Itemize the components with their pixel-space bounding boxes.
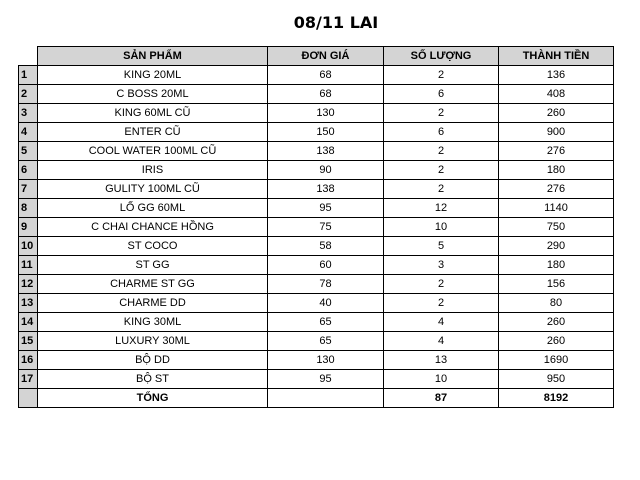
amount-cell: 1690 bbox=[499, 351, 614, 370]
row-index: 1 bbox=[19, 66, 38, 85]
table-row bbox=[19, 123, 614, 142]
table-row bbox=[19, 180, 614, 199]
quantity-cell: 4 bbox=[384, 313, 499, 332]
table-row bbox=[19, 332, 614, 351]
table-row bbox=[19, 199, 614, 218]
product-name-cell: ST COCO bbox=[38, 237, 268, 256]
table-row bbox=[19, 313, 614, 332]
product-name-cell: BỘ DD bbox=[38, 351, 268, 370]
amount-cell: 276 bbox=[499, 142, 614, 161]
row-index: 4 bbox=[19, 123, 38, 142]
amount-cell: 180 bbox=[499, 256, 614, 275]
quantity-cell: 2 bbox=[384, 275, 499, 294]
product-name-cell: LỐ GG 60ML bbox=[38, 199, 268, 218]
product-name-cell: ENTER CŨ bbox=[38, 123, 268, 142]
header-row bbox=[19, 47, 614, 66]
quantity-cell: 4 bbox=[384, 332, 499, 351]
amount-cell: 136 bbox=[499, 66, 614, 85]
table-row bbox=[19, 161, 614, 180]
unit-price-cell: 68 bbox=[268, 85, 384, 104]
amount-cell: 260 bbox=[499, 332, 614, 351]
table-row bbox=[19, 370, 614, 389]
row-index: 8 bbox=[19, 199, 38, 218]
quantity-cell: 6 bbox=[384, 123, 499, 142]
row-index: 14 bbox=[19, 313, 38, 332]
invoice-table bbox=[18, 46, 614, 408]
amount-cell: 1140 bbox=[499, 199, 614, 218]
quantity-cell: 2 bbox=[384, 66, 499, 85]
row-index: 17 bbox=[19, 370, 38, 389]
table-row bbox=[19, 104, 614, 123]
quantity-cell: 2 bbox=[384, 180, 499, 199]
amount-cell: 180 bbox=[499, 161, 614, 180]
amount-cell: 900 bbox=[499, 123, 614, 142]
amount-cell: 276 bbox=[499, 180, 614, 199]
row-index: 15 bbox=[19, 332, 38, 351]
total-amount-cell: 8192 bbox=[499, 389, 614, 408]
corner-cell bbox=[19, 47, 38, 66]
product-name-cell: GULITY 100ML CŨ bbox=[38, 180, 268, 199]
table-row bbox=[19, 218, 614, 237]
unit-price-cell: 90 bbox=[268, 161, 384, 180]
row-index: 9 bbox=[19, 218, 38, 237]
row-index: 10 bbox=[19, 237, 38, 256]
product-name-cell: COOL WATER 100ML CŨ bbox=[38, 142, 268, 161]
amount-cell: 290 bbox=[499, 237, 614, 256]
product-name-cell: CHARME DD bbox=[38, 294, 268, 313]
table-row bbox=[19, 66, 614, 85]
product-name-cell: LUXURY 30ML bbox=[38, 332, 268, 351]
unit-price-cell: 150 bbox=[268, 123, 384, 142]
table-body bbox=[19, 66, 614, 408]
quantity-cell: 10 bbox=[384, 218, 499, 237]
row-index: 16 bbox=[19, 351, 38, 370]
table-row bbox=[19, 351, 614, 370]
row-index: 13 bbox=[19, 294, 38, 313]
quantity-cell: 6 bbox=[384, 85, 499, 104]
unit-price-cell: 60 bbox=[268, 256, 384, 275]
amount-cell: 408 bbox=[499, 85, 614, 104]
unit-price-cell: 78 bbox=[268, 275, 384, 294]
quantity-cell: 2 bbox=[384, 104, 499, 123]
amount-cell: 950 bbox=[499, 370, 614, 389]
quantity-cell: 3 bbox=[384, 256, 499, 275]
quantity-cell: 2 bbox=[384, 294, 499, 313]
header-amount: THÀNH TIỀN bbox=[499, 47, 614, 66]
table-row bbox=[19, 237, 614, 256]
product-name-cell: IRIS bbox=[38, 161, 268, 180]
unit-price-cell: 138 bbox=[268, 142, 384, 161]
total-label-cell: TỔNG bbox=[38, 389, 268, 408]
table-row bbox=[19, 275, 614, 294]
row-index: 2 bbox=[19, 85, 38, 104]
row-index: 7 bbox=[19, 180, 38, 199]
product-name-cell: KING 20ML bbox=[38, 66, 268, 85]
product-name-cell: BỘ ST bbox=[38, 370, 268, 389]
product-name-cell: CHARME ST GG bbox=[38, 275, 268, 294]
quantity-cell: 12 bbox=[384, 199, 499, 218]
unit-price-cell: 95 bbox=[268, 370, 384, 389]
unit-price-cell: 65 bbox=[268, 313, 384, 332]
row-index: 3 bbox=[19, 104, 38, 123]
unit-price-cell: 130 bbox=[268, 351, 384, 370]
unit-price-cell: 130 bbox=[268, 104, 384, 123]
total-unit-price-cell bbox=[268, 389, 384, 408]
row-index: 11 bbox=[19, 256, 38, 275]
quantity-cell: 10 bbox=[384, 370, 499, 389]
quantity-cell: 2 bbox=[384, 161, 499, 180]
row-index: 12 bbox=[19, 275, 38, 294]
quantity-cell: 2 bbox=[384, 142, 499, 161]
amount-cell: 750 bbox=[499, 218, 614, 237]
product-name-cell: C CHAI CHANCE HỒNG bbox=[38, 218, 268, 237]
sheet-title: 08/11 LAI bbox=[293, 13, 379, 32]
amount-cell: 80 bbox=[499, 294, 614, 313]
header-product: SẢN PHẨM bbox=[38, 47, 268, 66]
row-index: 6 bbox=[19, 161, 38, 180]
product-name-cell: ST GG bbox=[38, 256, 268, 275]
amount-cell: 156 bbox=[499, 275, 614, 294]
amount-cell: 260 bbox=[499, 104, 614, 123]
unit-price-cell: 40 bbox=[268, 294, 384, 313]
unit-price-cell: 75 bbox=[268, 218, 384, 237]
total-row bbox=[19, 389, 614, 408]
table-row bbox=[19, 85, 614, 104]
unit-price-cell: 95 bbox=[268, 199, 384, 218]
unit-price-cell: 65 bbox=[268, 332, 384, 351]
amount-cell: 260 bbox=[499, 313, 614, 332]
row-index: 5 bbox=[19, 142, 38, 161]
header-unit-price: ĐƠN GIÁ bbox=[268, 47, 384, 66]
total-quantity-cell: 87 bbox=[384, 389, 499, 408]
header-quantity: SỐ LƯỢNG bbox=[384, 47, 499, 66]
table-row bbox=[19, 294, 614, 313]
product-name-cell: C BOSS 20ML bbox=[38, 85, 268, 104]
quantity-cell: 13 bbox=[384, 351, 499, 370]
quantity-cell: 5 bbox=[384, 237, 499, 256]
unit-price-cell: 68 bbox=[268, 66, 384, 85]
table-row bbox=[19, 142, 614, 161]
unit-price-cell: 58 bbox=[268, 237, 384, 256]
unit-price-cell: 138 bbox=[268, 180, 384, 199]
product-name-cell: KING 60ML CŨ bbox=[38, 104, 268, 123]
table-row bbox=[19, 256, 614, 275]
product-name-cell: KING 30ML bbox=[38, 313, 268, 332]
total-index-cell bbox=[19, 389, 38, 408]
